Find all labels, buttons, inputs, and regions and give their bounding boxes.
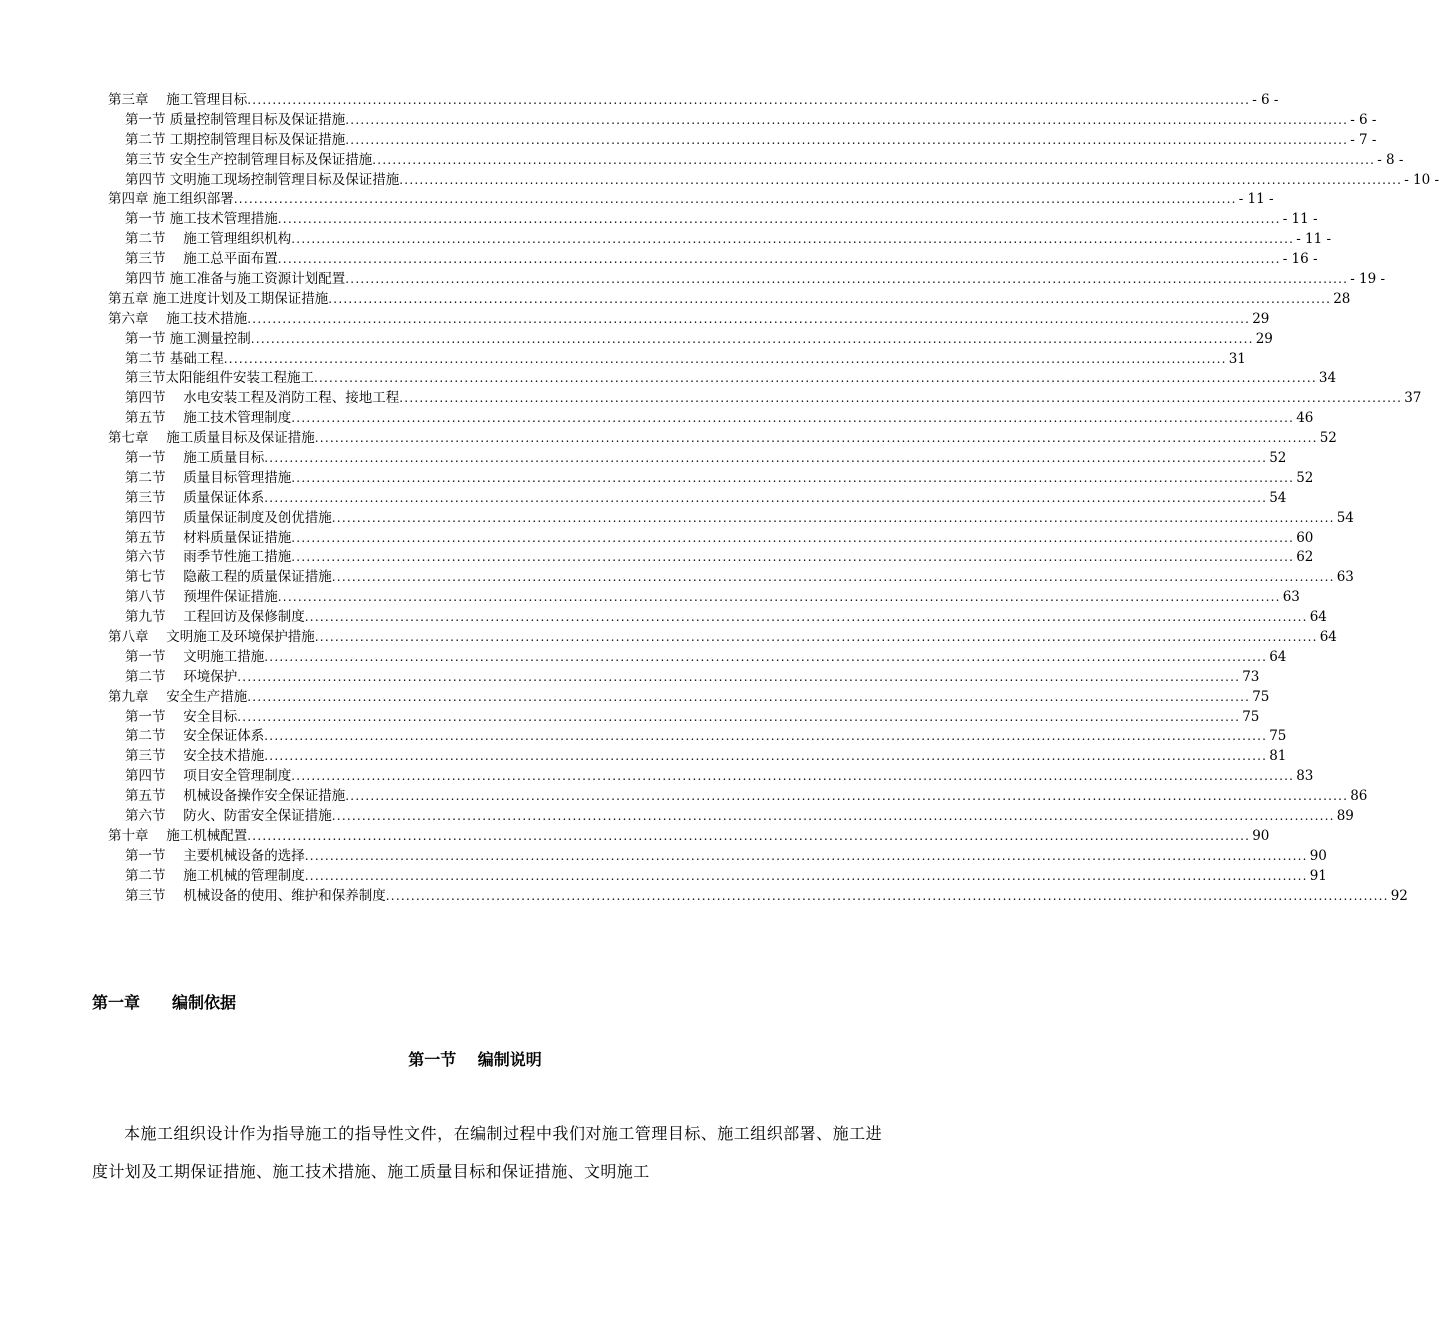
toc-entry-page: 75: [1242, 708, 1260, 725]
toc-entry-page: 75: [1252, 688, 1270, 705]
toc-entry[interactable]: [108, 151, 1404, 171]
toc-entry-page: 64: [1319, 629, 1337, 646]
toc-entry-label: 第六节 雨季节性施工措施: [125, 549, 292, 566]
toc-entry[interactable]: [108, 350, 1246, 370]
toc-entry[interactable]: [108, 688, 1270, 708]
toc-leader-dots: ........................................................................................................................................................................................................: [277, 212, 1281, 227]
toc-entry[interactable]: [108, 290, 1351, 310]
toc-entry-page: 52: [1319, 430, 1337, 447]
table-of-contents: [108, 91, 1439, 907]
toc-entry-page: 31: [1228, 350, 1246, 367]
toc-entry[interactable]: [108, 728, 1287, 748]
toc-leader-dots: ........................................................................................................................................................................................................: [399, 391, 1403, 406]
toc-entry-label: 第二节 安全保证体系: [125, 728, 265, 745]
toc-entry[interactable]: [108, 767, 1314, 787]
toc-leader-dots: ........................................................................................................................................................................................................: [331, 809, 1335, 824]
toc-entry-label: 第二节 施工管理组织机构: [125, 231, 292, 248]
toc-entry[interactable]: [108, 588, 1300, 608]
toc-entry[interactable]: [108, 529, 1314, 549]
toc-entry-label: 第四章 施工组织部署: [108, 191, 234, 208]
toc-entry-page: 54: [1336, 509, 1354, 526]
toc-entry-page: - 8 -: [1377, 151, 1404, 168]
toc-entry[interactable]: [108, 389, 1422, 409]
toc-entry-label: 第二节 工期控制管理目标及保证措施: [125, 131, 346, 148]
toc-leader-dots: ........................................................................................................................................................................................................: [331, 570, 1335, 585]
body-paragraph: 本施工组织设计作为指导施工的指导性文件，在编制过程中我们对施工管理目标、施工组织部署、施工进度计划及工期保证措施、施工技术措施、施工质量目标和保证措施、文明施工: [92, 1124, 882, 1181]
toc-entry-page: - 6 -: [1252, 91, 1279, 108]
toc-entry-label: 第三节 安全技术措施: [125, 748, 265, 765]
toc-entry-label: 第一节 安全目标: [125, 708, 238, 725]
toc-entry-label: 第八章 文明施工及环境保护措施: [108, 629, 315, 646]
toc-entry-page: 28: [1333, 290, 1351, 307]
toc-entry-page: 62: [1296, 549, 1314, 566]
toc-entry-label: 第三节 施工总平面布置: [125, 251, 278, 268]
toc-leader-dots: ........................................................................................................................................................................................................: [277, 590, 1281, 605]
toc-leader-dots: ........................................................................................................................................................................................................: [372, 152, 1376, 167]
toc-entry-page: - 16 -: [1282, 251, 1318, 268]
toc-entry[interactable]: [108, 91, 1279, 111]
toc-entry-page: 81: [1269, 748, 1287, 765]
toc-entry-page: 90: [1309, 847, 1327, 864]
toc-entry-label: 第四节 水电安装工程及消防工程、接地工程: [125, 390, 400, 407]
toc-leader-dots: ........................................................................................................................................................................................................: [345, 132, 1349, 147]
toc-entry-page: - 19 -: [1350, 271, 1386, 287]
toc-entry[interactable]: [108, 668, 1260, 688]
toc-entry-label: 第三节 安全生产控制管理目标及保证措施: [125, 151, 373, 168]
toc-leader-dots: ........................................................................................................................................................................................................: [277, 252, 1281, 267]
toc-leader-dots: ........................................................................................................................................................................................................: [237, 709, 1241, 724]
toc-entry-page: 64: [1269, 648, 1287, 665]
toc-entry-label: 第五节 施工技术管理制度: [125, 410, 292, 427]
toc-entry-page: - 11 -: [1296, 231, 1332, 248]
toc-entry-label: 第二节 环境保护: [125, 668, 238, 685]
toc-entry[interactable]: [108, 747, 1287, 767]
toc-entry-page: 92: [1390, 887, 1408, 904]
toc-entry[interactable]: [108, 230, 1332, 250]
toc-entry-label: 第二节 质量目标管理措施: [125, 469, 292, 486]
toc-entry-label: 第一节 文明施工措施: [125, 648, 265, 665]
toc-entry-label: 第三章 施工管理目标: [108, 91, 248, 108]
toc-entry[interactable]: [108, 867, 1327, 887]
toc-entry-page: - 7 -: [1350, 131, 1377, 148]
toc-entry-page: 63: [1282, 589, 1300, 606]
toc-entry[interactable]: [108, 509, 1354, 529]
toc-entry-page: 29: [1255, 330, 1273, 347]
toc-entry-label: 第五节 机械设备操作安全保证措施: [125, 788, 346, 805]
toc-entry-page: - 11 -: [1282, 211, 1318, 228]
toc-leader-dots: ........................................................................................................................................................................................................: [250, 331, 1254, 346]
toc-leader-dots: ........................................................................................................................................................................................................: [247, 92, 1251, 107]
toc-entry-label: 第一节 施工质量目标: [125, 450, 265, 467]
toc-leader-dots: ........................................................................................................................................................................................................: [291, 530, 1295, 545]
toc-leader-dots: ........................................................................................................................................................................................................: [264, 490, 1268, 505]
toc-leader-dots: ........................................................................................................................................................................................................: [314, 630, 1318, 645]
toc-leader-dots: ........................................................................................................................................................................................................: [399, 172, 1403, 187]
toc-leader-dots: ........................................................................................................................................................................................................: [345, 272, 1349, 286]
toc-entry[interactable]: [108, 250, 1318, 270]
toc-leader-dots: ........................................................................................................................................................................................................: [291, 232, 1295, 247]
toc-leader-dots: ........................................................................................................................................................................................................: [223, 351, 1227, 366]
toc-entry[interactable]: [108, 608, 1327, 628]
toc-leader-dots: ........................................................................................................................................................................................................: [291, 470, 1295, 485]
toc-entry[interactable]: [108, 827, 1270, 847]
toc-leader-dots: ........................................................................................................................................................................................................: [304, 610, 1308, 625]
chapter-heading: 第一章 编制依据: [92, 993, 237, 1012]
toc-entry[interactable]: [108, 310, 1270, 330]
toc-entry-label: 第六章 施工技术措施: [108, 310, 248, 327]
toc-entry[interactable]: [108, 111, 1377, 131]
toc-entry[interactable]: [108, 330, 1273, 350]
toc-entry-page: 37: [1404, 390, 1422, 407]
toc-leader-dots: ........................................................................................................................................................................................................: [304, 848, 1308, 863]
toc-entry-page: 83: [1296, 768, 1314, 785]
toc-entry[interactable]: [108, 409, 1314, 429]
toc-leader-dots: ........................................................................................................................................................................................................: [328, 291, 1332, 306]
toc-entry[interactable]: [108, 807, 1354, 827]
toc-entry-label: 第四节 施工准备与施工资源计划配置: [125, 271, 346, 287]
toc-entry-label: 第七章 施工质量目标及保证措施: [108, 430, 315, 447]
toc-entry-page: 75: [1269, 728, 1287, 745]
toc-entry-page: 63: [1336, 569, 1354, 586]
toc-leader-dots: ........................................................................................................................................................................................................: [345, 112, 1349, 127]
toc-entry-label: 第一节 施工技术管理措施: [125, 211, 278, 228]
toc-entry[interactable]: [108, 887, 1408, 907]
toc-entry[interactable]: [108, 429, 1337, 449]
toc-entry-page: 73: [1242, 668, 1260, 685]
toc-leader-dots: ........................................................................................................................................................................................................: [291, 769, 1295, 784]
toc-leader-dots: ........................................................................................................................................................................................................: [237, 669, 1241, 684]
toc-entry-label: 第九节 工程回访及保修制度: [125, 609, 305, 626]
toc-entry-page: - 11 -: [1238, 191, 1274, 208]
toc-entry[interactable]: [108, 489, 1287, 509]
toc-entry-label: 第四节 质量保证制度及创优措施: [125, 509, 332, 526]
toc-entry-label: 第四节 项目安全管理制度: [125, 768, 292, 785]
toc-entry-label: 第四节 文明施工现场控制管理目标及保证措施: [125, 171, 400, 188]
toc-entry-page: 29: [1252, 310, 1270, 327]
toc-entry[interactable]: [108, 131, 1377, 151]
toc-leader-dots: ........................................................................................................................................................................................................: [264, 649, 1268, 664]
toc-leader-dots: ........................................................................................................................................................................................................: [331, 510, 1335, 525]
toc-entry-label: 第八节 预埋件保证措施: [125, 589, 278, 606]
toc-leader-dots: ........................................................................................................................................................................................................: [291, 411, 1295, 426]
toc-entry-page: 52: [1296, 469, 1314, 486]
toc-leader-dots: ........................................................................................................................................................................................................: [247, 689, 1251, 704]
toc-entry[interactable]: [108, 568, 1354, 588]
toc-entry-page: 89: [1336, 808, 1354, 825]
toc-entry-label: 第七节 隐蔽工程的质量保证措施: [125, 569, 332, 586]
toc-entry-label: 第三节 质量保证体系: [125, 489, 265, 506]
toc-entry-label: 第九章 安全生产措施: [108, 688, 248, 705]
toc-leader-dots: ........................................................................................................................................................................................................: [264, 729, 1268, 744]
toc-entry[interactable]: [108, 469, 1314, 489]
toc-leader-dots: ........................................................................................................................................................................................................: [291, 550, 1295, 565]
toc-entry[interactable]: [108, 847, 1327, 867]
toc-leader-dots: ........................................................................................................................................................................................................: [314, 371, 1317, 386]
toc-entry-label: 第六节 防火、防雷安全保证措施: [125, 808, 332, 825]
toc-entry-label: 第三节太阳能组件安装工程施工: [125, 370, 314, 387]
toc-entry[interactable]: [108, 369, 1337, 389]
toc-entry-label: 第五节 材料质量保证措施: [125, 529, 292, 546]
toc-leader-dots: ........................................................................................................................................................................................................: [264, 749, 1268, 764]
toc-entry[interactable]: [108, 787, 1368, 807]
toc-leader-dots: ........................................................................................................................................................................................................: [345, 789, 1349, 804]
toc-entry-page: - 10 -: [1404, 171, 1439, 188]
toc-entry-label: 第二节 施工机械的管理制度: [125, 867, 305, 884]
toc-entry-page: 64: [1309, 609, 1327, 626]
toc-entry[interactable]: [108, 449, 1287, 469]
toc-entry-page: 46: [1296, 410, 1314, 427]
toc-leader-dots: ........................................................................................................................................................................................................: [247, 828, 1251, 843]
toc-entry-label: 第三节 机械设备的使用、维护和保养制度: [125, 887, 386, 904]
toc-entry-page: 60: [1296, 529, 1314, 546]
toc-entry-label: 第一节 主要机械设备的选择: [125, 847, 305, 864]
section-heading: 第一节 编制说明: [408, 1050, 542, 1069]
toc-entry[interactable]: [108, 210, 1318, 230]
toc-entry-page: 34: [1318, 370, 1337, 387]
toc-entry-page: 52: [1269, 450, 1287, 467]
toc-entry-label: 第一节 质量控制管理目标及保证措施: [125, 111, 346, 128]
toc-entry[interactable]: [108, 548, 1314, 568]
toc-entry[interactable]: [108, 708, 1260, 728]
toc-entry[interactable]: [108, 628, 1337, 648]
toc-entry-label: 第十章 施工机械配置: [108, 827, 248, 844]
toc-entry-label: 第二节 基础工程: [125, 350, 224, 367]
toc-entry[interactable]: [108, 270, 1386, 290]
toc-leader-dots: ........................................................................................................................................................................................................: [233, 192, 1237, 207]
toc-entry[interactable]: [108, 648, 1287, 668]
toc-leader-dots: ........................................................................................................................................................................................................: [304, 868, 1308, 883]
toc-entry-label: 第一节 施工测量控制: [125, 330, 251, 347]
toc-leader-dots: ........................................................................................................................................................................................................: [385, 888, 1389, 903]
toc-entry-page: 91: [1309, 867, 1327, 884]
toc-entry-page: - 6 -: [1350, 111, 1377, 128]
toc-entry-page: 54: [1269, 489, 1287, 506]
toc-leader-dots: ........................................................................................................................................................................................................: [247, 311, 1251, 326]
toc-entry-page: 86: [1350, 788, 1368, 805]
toc-entry-page: 90: [1252, 827, 1270, 844]
toc-entry-label: 第五章 施工进度计划及工期保证措施: [108, 290, 329, 307]
toc-leader-dots: ........................................................................................................................................................................................................: [314, 431, 1318, 446]
toc-entry[interactable]: [108, 190, 1274, 210]
toc-entry[interactable]: [108, 171, 1439, 191]
toc-leader-dots: ........................................................................................................................................................................................................: [264, 451, 1268, 466]
